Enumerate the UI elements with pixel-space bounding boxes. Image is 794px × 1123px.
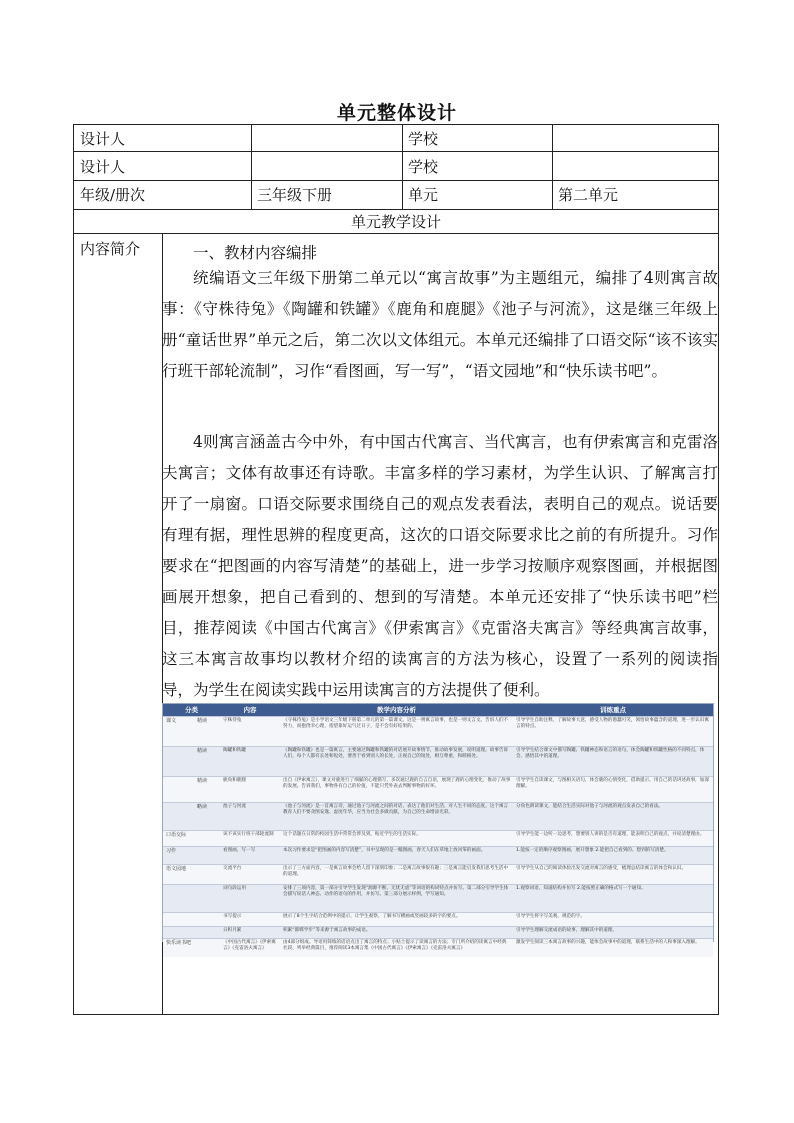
row-item: 陶罐和铁罐 (223, 748, 246, 753)
table-header: 内容 (220, 704, 280, 716)
row-analysis: 安排了三项内容，第一部分引导学生发现“源源不断、无忧无虑”等词语的构词特点并仿写。第二部分引导学生体会描写说话人神态、动作的语句的作用，并仿写。第三部分展示样例，学写通知。 (283, 886, 509, 897)
col-divider (402, 125, 403, 209)
content-label: 内容简介 (80, 240, 141, 258)
designer-label: 设计人 (80, 130, 126, 148)
intro-paragraph: 统编语文三年级下册第二单元以“寓言故事”为主题组元，编排了4则寓言故事：《守株待兔》《陶罐和铁罐》《鹿角和鹿腿》《池子与河流》，这是继三年级上册“童话世界”单元之后，第二次以文体组元。本单元还编排了口语交际“该不该实行班干部轮流制”，习作“看图画，写一写”，“语文园地”和“快乐读书吧”。 (162, 269, 718, 380)
row-focus: 引导学生自助注释，了解故事大意，感受人物的愚蠢可笑，领悟故事蕴含的道理，进一步认识寓言的特点。 (516, 718, 709, 729)
table-row (163, 864, 713, 885)
row-item: 守株待兔 (223, 718, 242, 723)
row-category: 快乐读书吧 (166, 940, 192, 946)
section-heading: 一、教材内容编排 (193, 244, 318, 262)
row-subcategory: 略读 (197, 804, 208, 810)
table-header: 分类 (163, 704, 220, 716)
row-analysis: 由4部分组成。导语用简练的话语点出了寓言的特点；小贴士提示了读寓言的方法；专门所介绍的读寓言中经典社段，列举经典篇目，推荐阅读3本寓言集《中国古代寓言》《伊索寓言》《克雷洛夫寓言》 (283, 940, 507, 951)
row-analysis: 展示了8个生字结合范例中的提示，让学生观察，了解书写横画或竖画较多的字的要点。 (283, 914, 461, 919)
row-subcategory: 精读 (197, 748, 208, 754)
row-category (166, 804, 196, 831)
unit-label: 单元 (408, 186, 439, 204)
row-divider (74, 209, 718, 210)
content-analysis-table (162, 703, 714, 951)
row-focus: 引导学生将字写美观、规范的字。 (516, 914, 585, 919)
table-row (163, 716, 713, 747)
row-analysis: 《池子与河流》是一首寓言诗，通过池子与河流之间的对话，表达了他们对生活、对人生不同的态度。这个寓言教育人们不要贪图安逸、虚度年华，应当为社会多做贡献，为自己的生命增添光彩。 (283, 804, 509, 815)
row-item: 《中国古代寓言》《伊索寓言》《克雷洛夫寓言》 (223, 940, 276, 951)
table-row (163, 802, 713, 831)
row-category: 口语交际 (166, 832, 187, 838)
row-focus: 引导学生理解交流成语的故事，理解其中的道理。 (516, 928, 618, 933)
row-analysis: 出示了三方面内容，一是寓言故事会给人留下深刻印象；二是寓言故事很有趣；三是寓言能启发我们思考生活中的道理。 (283, 866, 509, 877)
row-category: 习作 (166, 848, 177, 854)
intro-paragraph: 4则寓言涵盖古今中外，有中国古代寓言、当代寓言，也有伊索寓言和克雷洛夫寓言；文体有故事还有诗歌。丰富多样的学习素材，为学生认识、了解寓言打开了一扇窗。口语交际要求围绕自己的观点发表看法，表明自己的观点。说话要有理有据，理性思辨的程度更高，这次的口语交际要求比之前的有所提升。习作要求在“把图画的内容写清楚”的基础上，进一步学习按顺序观察图画，并根据图画展开想象，把自己看到的、想到的写清楚。本单元还安排了“快乐读书吧”栏目，推荐阅读《中国古代寓言》《伊索寓言》《克雷洛夫寓言》等经典寓言故事，这三本寓言故事均以教材介绍的读寓言的方法为核心，设置了一系列的阅读指导，为学生在阅读实践中运用读寓言的方法提供了便利。 (162, 433, 718, 699)
row-subcategory (197, 886, 219, 913)
row-category (166, 886, 196, 913)
school-label: 学校 (408, 130, 439, 148)
row-focus: 1.观察词语，知道结构并仿写 2.能按照正确的格式写一个通知。 (516, 886, 646, 891)
page-title: 单元整体设计 (336, 102, 457, 124)
row-item: 池子与河流 (223, 804, 246, 809)
row-divider (74, 180, 718, 181)
table-row (163, 884, 713, 913)
row-item: 该不该实行班干部轮流制 (223, 832, 274, 837)
school-label: 学校 (408, 158, 439, 176)
table-header: 训练重点 (513, 704, 713, 716)
row-category: 语文园地 (166, 866, 187, 872)
row-analysis: 出自《伊索寓言》，课文对鹿进行了细腻的心理描写，多次通过鹿的自言自语，展现了鹿的心理变化，推动了故事的发展。告诉我们，事物各有自己的价值，不能只凭外表去判断事物的好坏。 (283, 778, 511, 789)
table-row (163, 776, 713, 803)
row-focus: 激发学生阅读三本寓言故事的兴趣，能体会故事中的道理，联系生活中的人和事深入理解。 (516, 940, 700, 945)
table-row (163, 938, 713, 957)
row-category (166, 748, 196, 777)
unit-value: 第二单元 (558, 186, 619, 204)
table-row (163, 912, 713, 927)
row-item: 看图画，写一写 (223, 848, 256, 853)
row-focus: 1.能按一定的顺序观察图画，展开想象 2.能把自己看到的、想到的写清楚。 (516, 848, 669, 853)
row-subcategory (197, 832, 219, 847)
table-row (163, 846, 713, 865)
row-focus: 引导学生能一边听一边思考，想要别人讲的是否有道理，能表明自己的观点，并说清楚理由。 (516, 832, 705, 837)
row-analysis: 《陶罐和铁罐》也是一篇寓言，主要通过陶罐和铁罐的对话展开故事情节，推动故事发展，说明道理。故事告诉人们，每个人都有长处和短处，要善于看到别人的长处，正视自己的短处，相互尊重，和睦相处。 (283, 748, 509, 759)
row-category (166, 778, 196, 803)
row-category: 课文 (166, 718, 177, 724)
row-focus: 分角色朗读课文，能结合生活实际对池子与河流的观点发表自己的看法。 (516, 804, 664, 809)
row-focus: 引导学生从自己的阅读体验出发交流对寓言的感受，梳理总结读寓言的体会和认识。 (516, 866, 686, 871)
row-item: 书写提示 (223, 914, 242, 919)
row-item: 交流平台 (223, 866, 242, 871)
col-divider (552, 125, 553, 209)
grade-value: 三年级下册 (257, 186, 333, 204)
row-analysis: 这个话题在日常的校园生活中常常会涉及到，贴近学生的生活实际。 (283, 832, 421, 837)
row-focus: 引导学生结合课文中描写陶罐、铁罐神态和语言的语句，体会陶罐和铁罐性格的不同特点，体会、感悟其中的道理。 (516, 748, 705, 759)
col-divider (251, 125, 252, 209)
row-subcategory: 精读 (197, 778, 208, 784)
row-subcategory (197, 866, 219, 885)
row-divider (74, 233, 718, 234)
row-analysis: 本次习作要求是“把图画的内容写清楚”，书中呈现的是一幅图画，春天人们在草地上放风筝的画面。 (283, 848, 486, 853)
row-analysis: 积累“邯郸学步”等来源于寓言故事的成语。 (283, 928, 371, 933)
row-subcategory (197, 940, 219, 957)
section-title: 单元教学设计 (350, 213, 441, 231)
row-item: 日积月累 (223, 928, 242, 933)
row-item: 鹿角和鹿腿 (223, 778, 246, 783)
table-header: 教学内容分析 (280, 704, 513, 716)
row-focus: 引导学生自读课文，与图相关语句，体会鹿的心情变化，借助提示，用自己的话讲述故事，加深理解。 (516, 778, 709, 789)
row-analysis: 《守株待兔》是小学语文三年级下册第二单元的第一篇课文。这是一则寓言故事，也是一则文言文。告诉人们不努力，而抱侥幸心理，指望靠好运气过日子，是不会有好结果的。 (283, 718, 509, 729)
row-divider (74, 151, 718, 152)
table-row (163, 746, 713, 777)
table-row (163, 830, 713, 847)
designer-label: 设计人 (80, 158, 126, 176)
row-item: 词句段运用 (223, 886, 246, 891)
row-subcategory: 精读 (197, 718, 208, 724)
row-subcategory (197, 848, 219, 865)
grade-label: 年级/册次 (80, 186, 146, 204)
